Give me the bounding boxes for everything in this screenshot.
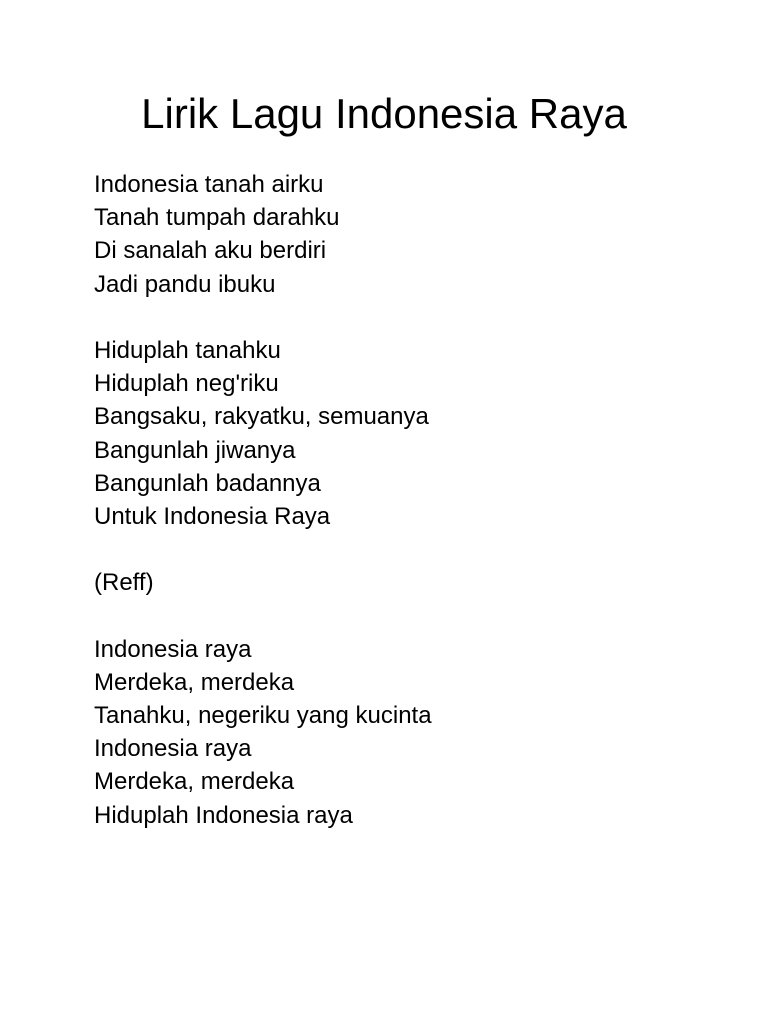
lyric-line: Untuk Indonesia Raya [94, 502, 331, 530]
refrain-label: (Reff) [94, 569, 154, 597]
lyric-line: Indonesia raya [94, 635, 252, 663]
lyric-line: Tanahku, negeriku yang kucinta [94, 702, 432, 729]
lyric-line: Merdeka, merdeka [94, 768, 295, 796]
stanza-gap [94, 533, 734, 566]
stanza-gap [94, 599, 734, 632]
lyric-line: Indonesia raya [94, 735, 252, 763]
lyric-line: Bangunlah jiwanya [94, 436, 296, 464]
stanza-gap [94, 301, 734, 334]
lyric-line: Hiduplah tanahku [94, 336, 281, 364]
lyric-line: Hiduplah Indonesia raya [94, 801, 353, 829]
lyric-line: Hiduplah neg'riku [94, 370, 279, 398]
lyric-line: Jadi pandu ibuku [94, 270, 276, 298]
lyric-line: Indonesia tanah airku [94, 171, 324, 198]
lyric-line: Tanah tumpah darahku [94, 204, 340, 232]
document-title: Lirik Lagu Indonesia Raya [141, 90, 627, 137]
lyrics-body [94, 168, 734, 832]
stanza-1 [94, 168, 734, 301]
lyric-line: Bangsaku, rakyatku, semuanya [94, 403, 429, 431]
stanza-2 [94, 334, 734, 533]
lyric-line: Bangunlah badannya [94, 469, 321, 497]
refrain [94, 633, 734, 832]
lyric-line: Merdeka, merdeka [94, 668, 295, 696]
lyric-line: Di sanalah aku berdiri [94, 237, 327, 265]
